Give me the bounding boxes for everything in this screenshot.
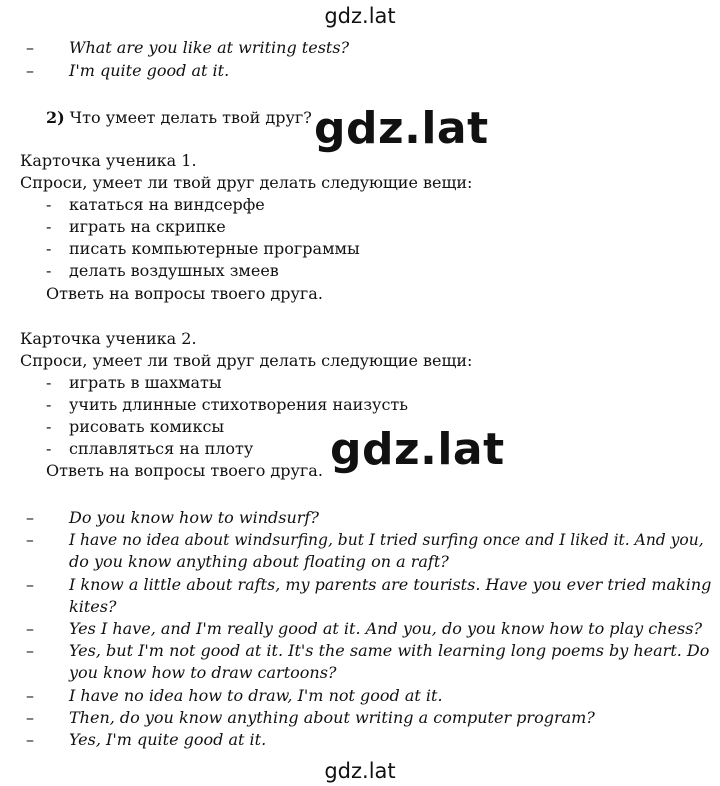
intro-dialog-line-2: – I'm quite good at it.: [26, 61, 230, 80]
dialog-line: – Then, do you know anything about writing a computer program?: [26, 708, 595, 727]
card2-prompt: Спроси, умеет ли твой друг делать следующие вещи:: [20, 351, 473, 370]
watermark-bottom: gdz.lat: [324, 759, 396, 783]
dialog-line: – Yes, I'm quite good at it.: [26, 730, 267, 749]
intro-dialog-line-1: – What are you like at writing tests?: [26, 38, 350, 57]
card2-answer: Ответь на вопросы твоего друга.: [46, 461, 323, 480]
card1-item: - делать воздушных змеев: [46, 261, 279, 280]
card1-item: - кататься на виндсерфе: [46, 195, 265, 214]
card2-item: - сплавляться на плоту: [46, 439, 254, 458]
dialog-line: – Do you know how to windsurf?: [26, 508, 319, 527]
card1-item: - играть на скрипке: [46, 217, 226, 236]
dialog-line: – I know a little about rafts, my parents are tourists. Have you ever tried making: [26, 575, 712, 594]
task-heading: 2) Что умеет делать твой друг?: [46, 108, 312, 127]
card1-answer: Ответь на вопросы твоего друга.: [46, 284, 323, 303]
watermark-top: gdz.lat: [324, 4, 396, 28]
card1-item: - писать компьютерные программы: [46, 239, 360, 258]
dialog-line: – I have no idea how to draw, I'm not good at it.: [26, 686, 443, 705]
card1-prompt: Спроси, умеет ли твой друг делать следующие вещи:: [20, 173, 473, 192]
dialog-line: – Yes I have, and I'm really good at it. And you, do you know how to play chess?: [26, 619, 703, 638]
dialog-line-continuation: do you know anything about floating on a raft?: [69, 552, 449, 571]
dialog-line-continuation: kites?: [69, 597, 117, 616]
watermark-low: gdz.lat: [330, 424, 505, 475]
dialog-line: – Yes, but I'm not good at it. It's the same with learning long poems by heart. Do: [26, 641, 710, 660]
watermark-mid: gdz.lat: [314, 103, 489, 154]
card1-title: Карточка ученика 1.: [20, 151, 197, 170]
dialog-line-continuation: you know how to draw cartoons?: [69, 663, 337, 682]
card2-item: - учить длинные стихотворения наизусть: [46, 395, 408, 414]
card2-title: Карточка ученика 2.: [20, 329, 197, 348]
card2-item: - играть в шахматы: [46, 373, 222, 392]
dialog-line: – I have no idea about windsurfing, but I tried surfing once and I liked it. And you,: [26, 531, 704, 549]
card2-item: - рисовать комиксы: [46, 417, 225, 436]
